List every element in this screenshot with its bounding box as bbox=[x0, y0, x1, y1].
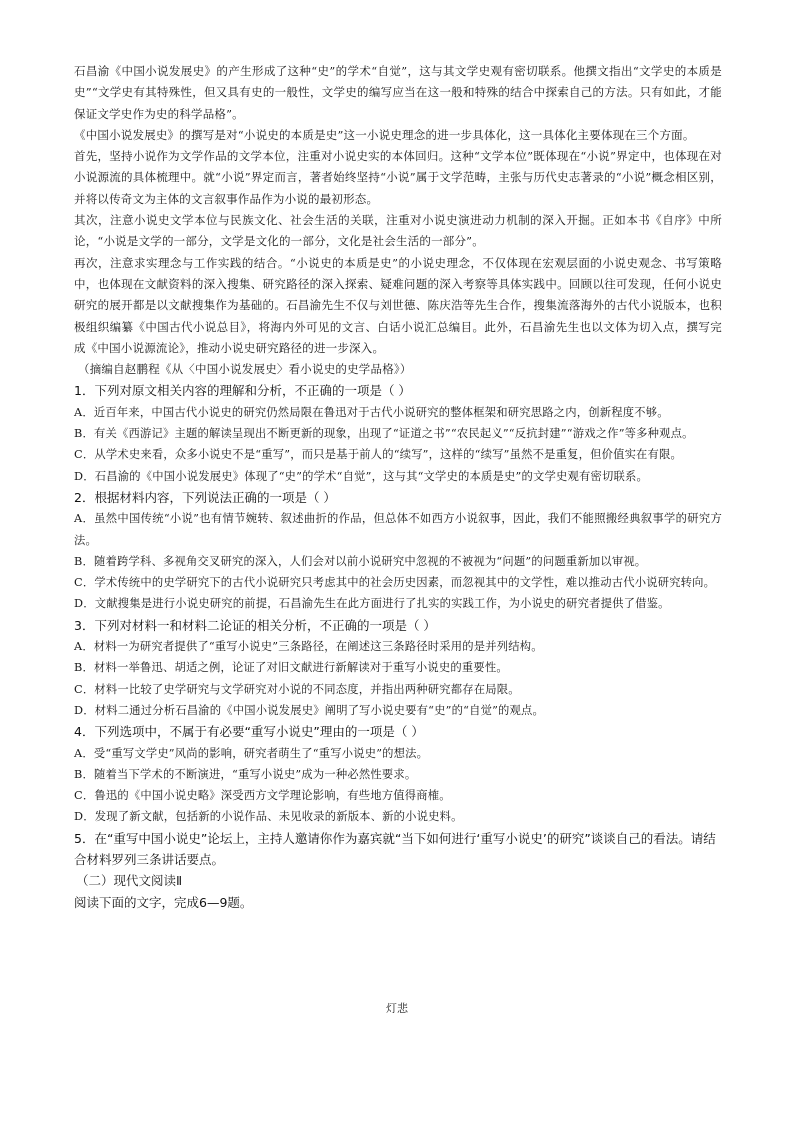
question-stem: 4．下列选项中，不属于有必要“重写小说史”理由的一项是（ ） bbox=[74, 724, 424, 740]
question-2 bbox=[74, 487, 722, 615]
question-5 bbox=[74, 828, 722, 871]
source-note: （摘编自赵鹏程《从〈中国小说发展史〉看小说史的史学品格》） bbox=[78, 362, 412, 377]
option-b: B．材料一举鲁迅、胡适之例，论证了对旧文献进行新解读对于重写小说史的重要性。 bbox=[74, 661, 508, 675]
question-stem: 2．根据材料内容，下列说法正确的一项是（ ） bbox=[74, 489, 336, 505]
option-d: D．发现了新文献，包括新的小说作品、未见收录的新版本、新的小说史料。 bbox=[74, 810, 463, 824]
option-d: D．文献搜集是进行小说史研究的前提，石昌渝先生在此方面进行了扎实的实践工作，为小说史的研究者提供了借鉴。 bbox=[74, 597, 670, 611]
option-c: C．从学术史来看，众多小说史不是“重写”，而只是基于前人的“续写”，这样的“续写”虽然不是重复，但价值实在有限。 bbox=[74, 448, 683, 462]
option-b: B．随着跨学科、多视角交叉研究的深入，人们会对以前小说研究中忽视的不被视为“问题”的问题重新加以审视。 bbox=[74, 554, 647, 568]
paragraph: 《中国小说发展史》的撰写是对“小说史的本质是史”这一小说史理念的进一步具体化，这一具体化主要体现在三个方面。 bbox=[74, 127, 695, 142]
paragraph: 其次，注意小说史文学本位与民族文化、社会生活的关联，注重对小说史演进动力机制的深入开掘。正如本书《自序》中所论，“小说是文学的一部分，文学是文化的一部分，文化是社会生活的一部分”。 bbox=[74, 213, 722, 249]
question-4 bbox=[74, 721, 722, 827]
page-footer: 灯悲 bbox=[386, 1002, 408, 1015]
option-a: A．材料一为研究者提供了“重写小说史”三条路径，在阐述这三条路径时采用的是并列结构。 bbox=[74, 640, 543, 654]
option-a: A．虽然中国传统“小说”也有情节婉转、叙述曲折的作品，但总体不如西方小说叙事，因此，我们不能照搬经典叙事学的研究方法。 bbox=[74, 512, 722, 547]
section-instruction: 阅读下面的文字，完成6—9题。 bbox=[74, 894, 253, 910]
section-title: （二）现代文阅读Ⅱ bbox=[76, 873, 183, 889]
paragraph: 再次，注意求实理念与工作实践的结合。“小说史的本质是史”的小说史理念，不仅体现在宏观层面的小说史观念、书写策略中，也体现在文献资料的深入搜集、研究路径的深入探索、疑难问题的深入考察等具体实践中。回顾以往可发现，任何小说史研究的展开都是以文献搜集作为基础的。石昌渝先生不仅与刘世德、陈庆浩等先生合作，搜集流落海外的古代小说版本，也积极组织编纂《中国古代小说总目》，将海内外可见的文言、白话小说汇总编目。此外，石昌渝先生也以文体为切入点，撰写完成《中国小说源流论》，推动小说史研究路径的进一步深入。 bbox=[74, 255, 722, 355]
option-b: B．有关《西游记》主题的解读呈现出不断更新的现象，出现了“证道之书”“农民起义”“反抗封建”“游戏之作”等多种观点。 bbox=[74, 427, 694, 441]
question-1 bbox=[74, 380, 722, 486]
option-c: C．鲁迅的《中国小说史略》深受西方文学理论影响，有些地方值得商榷。 bbox=[74, 789, 451, 803]
paragraph: 首先，坚持小说作为文学作品的文学本位，注重对小说史实的本体回归。这种“文学本位”既体现在“小说”界定中，也体现在对小说源流的具体梳理中。就“小说”界定而言，著者始终坚持“小说”属于文学范畴，主张与历代史志著录的“小说”概念相区别，并将以传奇文为主体的文言叙事作品作为小说的最初形态。 bbox=[74, 149, 722, 206]
question-3 bbox=[74, 615, 722, 721]
paragraph: 石昌渝《中国小说发展史》的产生形成了这种“史”的学术“自觉”，这与其文学史观有密切联系。他撰文指出“文学史的本质是史”“文学史有其特殊性，但又具有史的一般性，文学史的编写应当在这一般和特殊的结合中探索自己的方法。只有如此，才能保证文学史作为史的科学品格”。 bbox=[74, 64, 722, 121]
option-a: A．受“重写文学史”风尚的影响，研究者萌生了“重写小说史”的想法。 bbox=[74, 746, 429, 760]
option-c: C．学术传统中的史学研究下的古代小说研究只考虑其中的社会历史因素，而忽视其中的文学性，难以推动古代小说研究转向。 bbox=[74, 576, 716, 590]
option-d: D．石昌渝的《中国小说发展史》体现了“史”的学术“自觉”，这与其“文学史的本质是史”的文学史观有密切联系。 bbox=[74, 469, 648, 483]
question-stem: 5．在“重写中国小说史”论坛上，主持人邀请你作为嘉宾就“当下如何进行‘重写小说史’的研究”谈谈自己的看法。请结合材料罗列三条讲话要点。 bbox=[74, 830, 716, 867]
option-b: B．随着当下学术的不断演进，“重写小说史”成为一种必然性要求。 bbox=[74, 767, 417, 781]
option-c: C．材料一比较了史学研究与文学研究对小说的不同态度，并指出两种研究都存在局限。 bbox=[74, 682, 520, 696]
option-d: D．材料二通过分析石昌渝的《中国小说发展史》阐明了写小说史要有“史”的“自觉”的观点。 bbox=[74, 703, 545, 717]
question-stem: 3．下列对材料一和材料二论证的相关分析，不正确的一项是（ ） bbox=[74, 617, 436, 633]
option-a: A．近百年来，中国古代小说史的研究仍然局限在鲁迅对于古代小说研究的整体框架和研究思路之内，创新程度不够。 bbox=[74, 405, 669, 419]
question-stem: 1．下列对原文相关内容的理解和分析，不正确的一项是（ ） bbox=[74, 383, 411, 399]
document-body bbox=[74, 61, 722, 913]
